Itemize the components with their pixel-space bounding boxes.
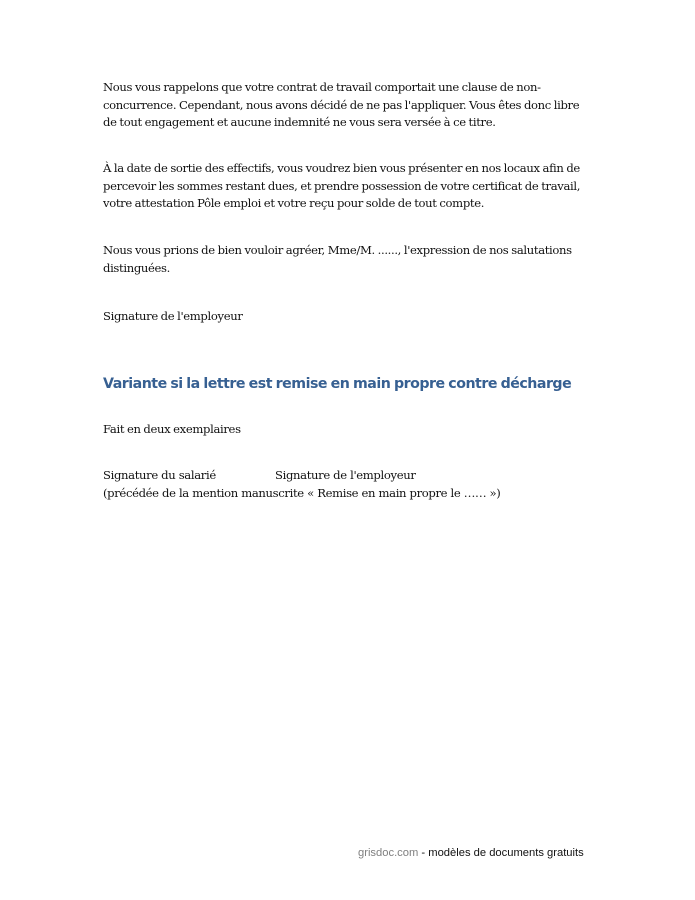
footer-brand-link[interactable]: grisdoc.com	[358, 847, 419, 859]
paragraph-salutations: Nous vous prions de bien vouloir agréer, Mme/M. ......, l'expression de nos salutations distinguées.	[103, 243, 572, 275]
paragraph-exit-date: À la date de sortie des effectifs, vous voudrez bien vous présenter en nos locaux afin de percevoir les sommes restant dues, et prendre possession de votre certificat de travail, votre attestation Pôle emploi et votre reçu pour solde de tout compte.	[103, 161, 581, 210]
page-footer	[358, 847, 584, 859]
employer-signature-label: Signature de l'employeur	[103, 309, 243, 323]
variant-copies-text: Fait en deux exemplaires	[103, 422, 241, 436]
variant-heading: Variante si la lettre est remise en main propre contre décharge	[103, 376, 572, 392]
employee-signature-label: Signature du salarié	[103, 468, 216, 482]
handwritten-mention-note: (précédée de la mention manuscrite « Remise en main propre le …… »)	[103, 486, 501, 500]
footer-tagline: - modèles de documents gratuits	[418, 847, 584, 859]
employer-signature-label-variant: Signature de l'employeur	[275, 468, 416, 482]
paragraph-non-compete: Nous vous rappelons que votre contrat de travail comportait une clause de non-concurrence. Cependant, nous avons décidé de ne pas l'appliquer. Vous êtes donc libre de tout engagement et aucune indemnité ne vous sera versée à ce titre.	[103, 80, 580, 129]
